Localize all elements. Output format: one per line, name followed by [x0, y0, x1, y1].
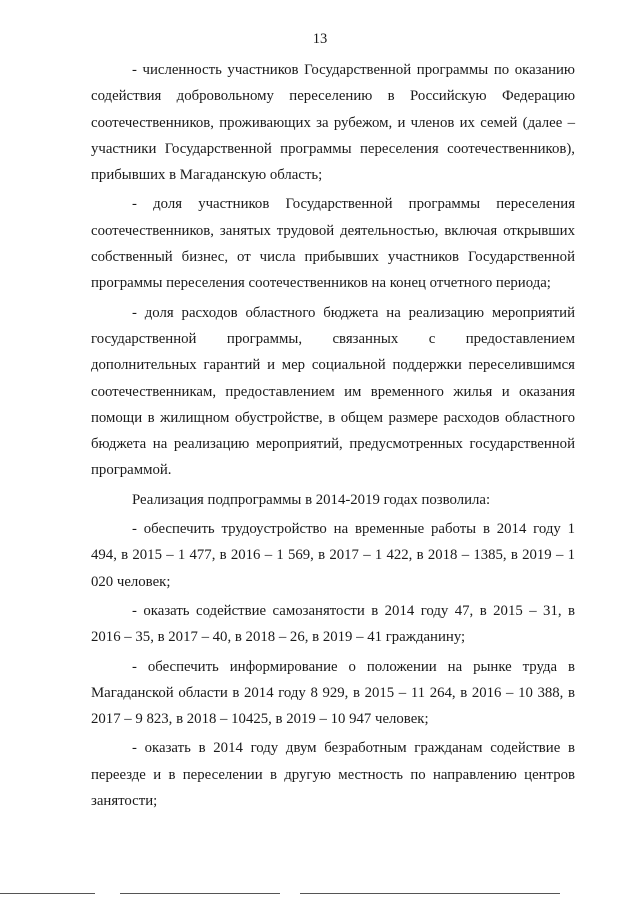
paragraph-participants-count: - численность участников Государственной программы по оказанию содействия добровольному переселению в Российскую Федерацию соотечественников, проживающих за рубежом, и членов их семей (далее – участники Государственной программы переселения соотечественников), прибывших в Магаданскую область; [91, 62, 575, 184]
page-number: 13 [312, 31, 328, 47]
document-body [91, 57, 575, 814]
paragraph-labor-market-info: - обеспечить информирование о положении на рынке труда в Магаданской области в 2014 году 8 929, в 2015 – 11 264, в 2016 – 10 388, в 2017 – 9 823, в 2018 – 10425, в 2019 – 10 947 человек; [91, 658, 575, 728]
paragraph-budget-share: - доля расходов областного бюджета на реализацию мероприятий государственной программы, связанных с предоставлением дополнительных гарантий и мер социальной поддержки переселившимся соотечественникам, предоставлением им временного жилья и оказания помощи в жилищном обустройстве, в общем размере расходов областного бюджета на реализацию мероприятий, предусмотренных государственной программой. [91, 304, 575, 479]
paragraph-self-employment: - оказать содействие самозанятости в 2014 году 47, в 2015 – 31, в 2016 – 35, в 2017 – 40, в 2018 – 26, в 2019 – 41 гражданину; [91, 602, 575, 646]
paragraph-relocation-assistance: - оказать в 2014 году двум безработным гражданам содействие в переезде и в переселении в другую местность по направлению центров занятости; [91, 740, 575, 810]
paragraph-temporary-jobs: - обеспечить трудоустройство на временные работы в 2014 году 1 494, в 2015 – 1 477, в 2016 – 1 569, в 2017 – 1 422, в 2018 – 1385, в 2019 – 1 020 человек; [91, 521, 575, 590]
paragraph-employed-share: - доля участников Государственной программы переселения соотечественников, занятых трудовой деятельностью, включая открывших собственный бизнес, от числа прибывших участников Государственной программы переселения соотечественников на конец отчетного периода; [91, 196, 575, 292]
paragraph-results-intro: Реализация подпрограммы в 2014-2019 годах позволила: [132, 491, 491, 508]
scan-bottom-edge [0, 893, 640, 895]
